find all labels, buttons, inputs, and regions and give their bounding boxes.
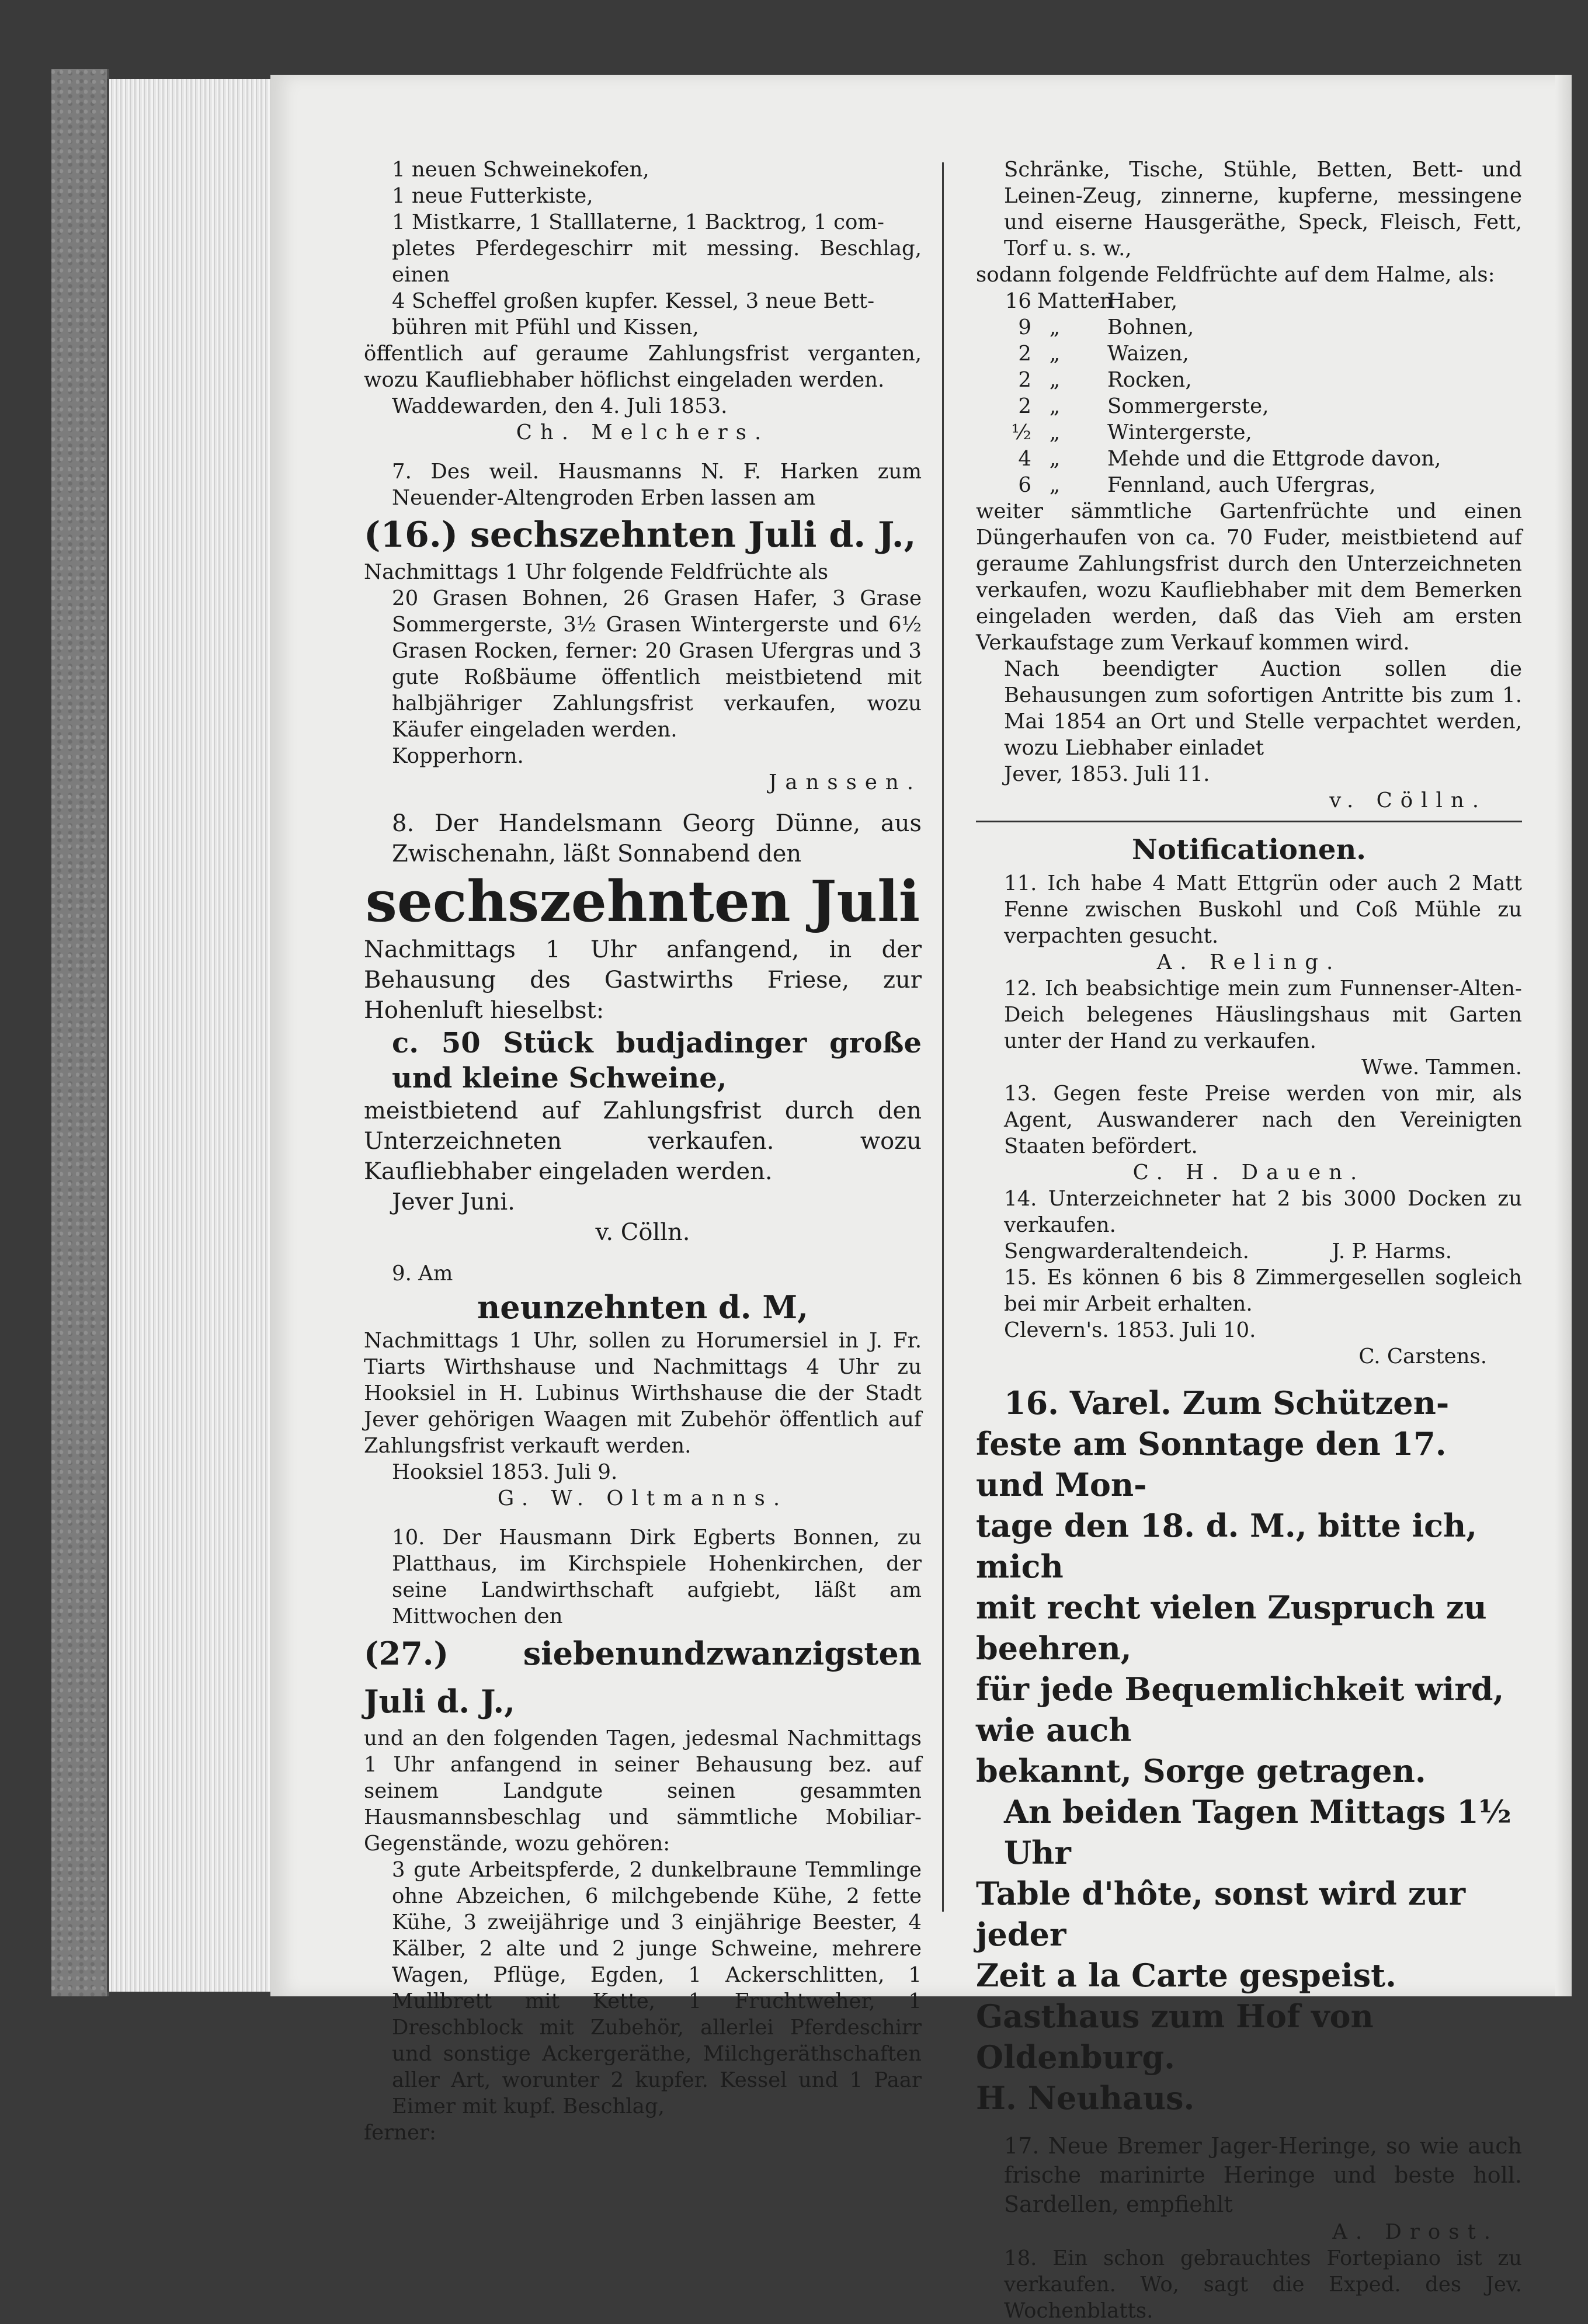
crop-row: 9 „ Bohnen,	[1018, 315, 1194, 339]
page-gutter	[1555, 75, 1572, 1996]
intro-signature: Ch. Melchers.	[516, 421, 770, 444]
ad9-signature: G. W. Oltmanns.	[497, 1486, 788, 1510]
notice-16-line: tage den 18. d. M., bitte ich, mich	[976, 1507, 1478, 1585]
ad10-text: 10. Der Hausmann Dirk Egberts Bonnen, zu Platthaus, im Kirchspiele Hohenkirchen, der seine Landwirthschaft aufgiebt, läßt am Mittwochen den	[392, 1526, 922, 1628]
intro-place: Waddewarden, den 4. Juli 1853.	[392, 394, 728, 418]
cont-body: weiter sämmtliche Gartenfrüchte und einen Düngerhaufen von ca. 70 Fuder, meistbietend auf geraume Zahlungsfrist durch den Unterzeichneten verkaufen, wozu Kaufliebhaber mit dem Bemerken eingeladen werden, daß das Vieh am ersten Verkaufstage zum Verkauf kommen wird.	[976, 499, 1522, 655]
left-column	[364, 157, 922, 2146]
ad7-signature: Janssen.	[769, 770, 922, 794]
notice-16-signature: H. Neuhaus.	[976, 2079, 1195, 2117]
intro-line: 1 neue Futterkiste,	[392, 184, 593, 208]
notice-15-place: Clevern's. 1853. Juli 10.	[1004, 1318, 1256, 1342]
notice-16-house: Gasthaus zum Hof von Oldenburg.	[976, 1998, 1374, 2076]
crop-list	[976, 288, 1522, 498]
ad7-place: Kopperhorn.	[392, 744, 524, 768]
notice-16-line: mit recht vielen Zuspruch zu beehren,	[976, 1589, 1487, 1667]
notice-16-line: für jede Bequemlichkeit wird, wie auch	[976, 1670, 1504, 1749]
ad9-place: Hooksiel 1853. Juli 9.	[392, 1460, 618, 1484]
ad9-body: Nachmittags 1 Uhr, sollen zu Horumersiel in J. Fr. Tiarts Wirthshause und Nachmittags 4 Uhr zu Hooksiel in H. Lubinus Wirthshause die der Stadt Jever gehörigen Waagen mit Zubehör öffentlich auf Zahlungsfrist verkauft werden.	[364, 1329, 922, 1458]
notice-13: 13. Gegen feste Preise werden von mir, als Agent, Auswanderer nach den Vereinigten Staaten befördert.	[1004, 1082, 1522, 1158]
crop-row: ½ „ Wintergerste,	[1011, 421, 1252, 444]
cont-signature: v. Cölln.	[1329, 788, 1487, 812]
notice-15-signature: C. Carstens.	[1358, 1345, 1487, 1368]
notice-16-line: feste am Sonntage den 17. und Mon-	[976, 1425, 1447, 1503]
ad8-place: Jever Juni.	[392, 1189, 515, 1215]
crop-row: 6 „ Fennland, auch Ufergras,	[1018, 473, 1376, 497]
column-divider	[942, 162, 944, 1912]
intro-line: pletes Pferdegeschirr mit messing. Beschlag, einen	[392, 237, 922, 287]
cont-place: Jever, 1853. Juli 11.	[1004, 762, 1210, 786]
ad8-body: Nachmittags 1 Uhr anfangend, in der Behausung des Gastwirths Friese, zur Hohenluft hieselbst:	[364, 936, 922, 1024]
notice-14-footer	[976, 1238, 1522, 1265]
intro-tail: öffentlich auf geraume Zahlungsfrist verganten, wozu Kaufliebhaber höflichst eingeladen werden.	[364, 342, 922, 392]
newspaper-page	[270, 75, 1572, 2323]
notice-17: 17. Neue Bremer Jager-Heringe, so wie auch frische marinirte Heringe und beste holl. Sardellen, empfiehlt	[1004, 2133, 1522, 2217]
ad8-signature: v. Cölln.	[595, 1219, 690, 1246]
crop-row: 2 „ Waizen,	[1018, 342, 1189, 366]
notice-12-signature: Wwe. Tammen.	[1361, 1055, 1522, 1079]
ad7-body: Nachmittags 1 Uhr folgende Feldfrüchte als	[364, 560, 829, 584]
ad7-text: 7. Des weil. Hausmanns N. F. Harken zum Neuender-Altengroden Erben lassen am	[392, 460, 922, 510]
ad8-date: sechszehnten Juli	[365, 869, 920, 935]
notice-12: 12. Ich beabsichtige mein zum Funnenser-Alten-Deich belegenes Häuslingshaus mit Garten unter der Hand zu verkaufen.	[1004, 977, 1522, 1053]
ad10-body: und an den folgenden Tagen, jedesmal Nachmittags 1 Uhr anfangend in seiner Behausung bez. auf seinem Landgute seinen gesammten Hausmannsbeschlag und sämmtliche Mobiliar-Gegenstände, wozu gehören:	[364, 1727, 922, 1856]
intro-line: bühren mit Pfühl und Kissen,	[392, 315, 699, 339]
cont-text: Schränke, Tische, Stühle, Betten, Bett- und Leinen-Zeug, zinnerne, kupferne, messingene und eiserne Hausgeräthe, Speck, Fleisch, Fett, Torf u. s. w.,	[1004, 158, 1522, 260]
book-cover-marbled	[51, 69, 109, 1996]
notice-14: 14. Unterzeichneter hat 2 bis 3000 Docken zu verkaufen.	[1004, 1187, 1522, 1237]
notice-16-line: Zeit a la Carte gespeist.	[976, 1957, 1396, 1994]
intro-line: 1 neuen Schweinekofen,	[392, 158, 649, 182]
crop-row: 2 „ Rocken,	[1018, 368, 1192, 392]
ad9-intro: 9. Am	[392, 1262, 453, 1286]
ad7-body: 20 Grasen Bohnen, 26 Grasen Hafer, 3 Grase Sommergerste, 3½ Grasen Wintergerste und 6½ Grasen Rocken, ferner: 20 Grasen Ufergras und 3 gute Roßbäume öffentlich meistbietend mit halbjähriger Zahlungsfrist verkaufen, wozu Käufer eingeladen werden.	[392, 586, 922, 742]
notice-16-line: 16. Varel. Zum Schützen-	[1004, 1384, 1450, 1422]
notice-13-signature: C. H. Dauen.	[1132, 1161, 1365, 1184]
ad9-date: neunzehnten d. M,	[477, 1288, 808, 1326]
notice-16	[976, 1382, 1522, 2118]
intro-line: 1 Mistkarre, 1 Stalllaterne, 1 Backtrog, 1 com-	[392, 210, 884, 234]
notif-heading: Notificationen.	[1132, 833, 1366, 866]
notice-16-line: bekannt, Sorge getragen.	[976, 1752, 1426, 1790]
notice-18: 18. Ein schon gebrauchtes Fortepiano ist zu verkaufen. Wo, sagt die Exped. des Jev. Wochenblatts.	[1004, 2246, 1522, 2323]
notice-17-signature: A. Drost.	[1332, 2220, 1499, 2244]
page-edges	[107, 79, 273, 1992]
right-column	[976, 157, 1522, 2324]
cont-intro: sodann folgende Feldfrüchte auf dem Halme, als:	[976, 263, 1495, 287]
ad10-date: (27.) siebenundzwanzigsten Juli d. J.,	[364, 1635, 922, 1720]
crop-row: 16 Matten Haber,	[1005, 289, 1178, 313]
ad10-tail: ferner:	[364, 2121, 436, 2145]
notice-14-place: Sengwarderaltendeich.	[1004, 1239, 1249, 1263]
crop-row: 4 „ Mehde und die Ettgrode davon,	[1018, 447, 1441, 471]
cont-body: Nach beendigter Auction sollen die Behausungen zum sofortigen Antritte bis zum 1. Mai 1854 an Ort und Stelle verpachtet werden, wozu Liebhaber einladet	[1004, 657, 1522, 760]
notice-16-line: An beiden Tagen Mittags 1½ Uhr	[1004, 1793, 1511, 1871]
ad7-date: (16.) sechszehnten Juli d. J.,	[364, 515, 916, 555]
notice-14-signature: J. P. Harms.	[1332, 1239, 1452, 1263]
ad10-body: 3 gute Arbeitspferde, 2 dunkelbraune Temmlinge ohne Abzeichen, 6 milchgebende Kühe, 2 fette Kühe, 3 zweijährige und 3 einjährige Beester, 4 Kälber, 2 alte und 2 junge Schweine, mehrere Wagen, Pflüge, Egden, 1 Ackerschlitten, 1 Mullbrett mit Kette, 1 Fruchtweher, 1 Dreschblock mit Zubehör, allerlei Pferdeschirr und sonstige Ackergeräthe, Milchgeräthschaften aller Art, worunter 2 kupfer. Kessel und 1 Paar Eimer mit kupf. Beschlag,	[392, 1858, 922, 2118]
section-rule	[976, 821, 1522, 822]
intro-list	[364, 157, 922, 341]
ad8-body: meistbietend auf Zahlungsfrist durch den Unterzeichneten verkaufen. wozu Kaufliebhaber eingeladen werden.	[364, 1097, 922, 1185]
notice-11: 11. Ich habe 4 Matt Ettgrün oder auch 2 Matt Fenne zwischen Buskohl und Coß Mühle zu verpachten gesucht.	[1004, 871, 1522, 948]
crop-row: 2 „ Sommergerste,	[1018, 394, 1269, 418]
notice-15: 15. Es können 6 bis 8 Zimmergesellen sogleich bei mir Arbeit erhalten.	[1004, 1266, 1522, 1316]
ad8-bold: c. 50 Stück budjadinger große und kleine Schweine,	[392, 1027, 922, 1095]
intro-line: 4 Scheffel großen kupfer. Kessel, 3 neue Bett-	[392, 289, 875, 313]
notice-16-line: Table d'hôte, sonst wird zur jeder	[976, 1875, 1466, 1953]
notice-11-signature: A. Reling.	[1156, 950, 1342, 974]
ad8-text: 8. Der Handelsmann Georg Dünne, aus Zwischenahn, läßt Sonnabend den	[392, 810, 922, 867]
